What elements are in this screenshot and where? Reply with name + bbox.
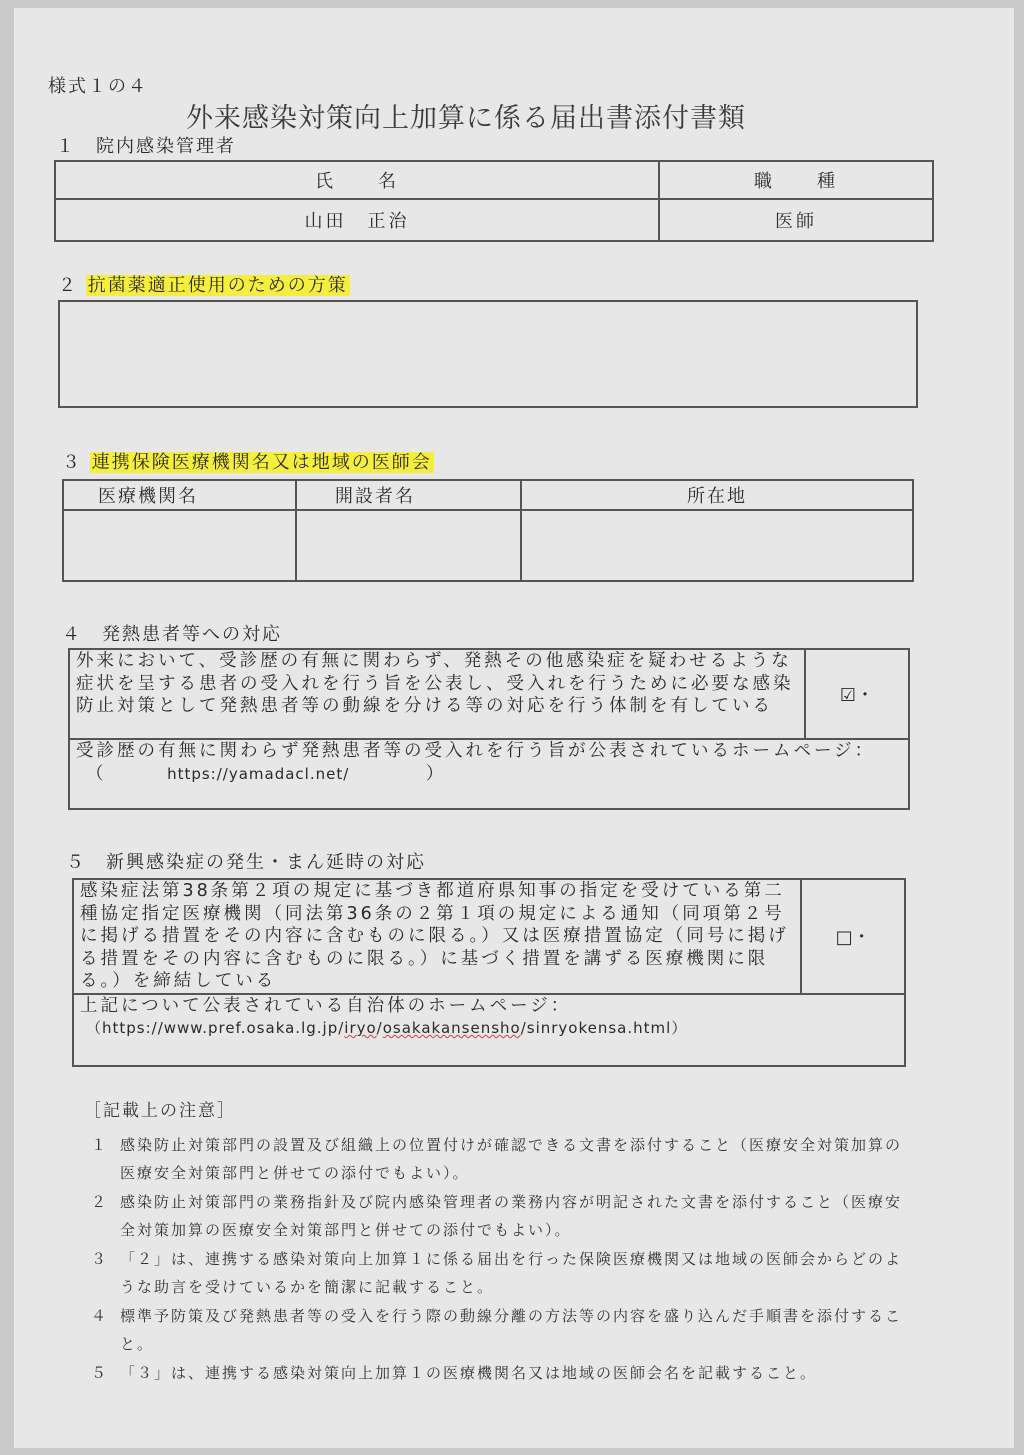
- fever-response-table: [68, 648, 910, 810]
- institution-cell[interactable]: [63, 510, 296, 581]
- header-name: 氏 名: [55, 161, 659, 199]
- form-number: 様式１の４: [48, 76, 148, 97]
- fever-hp-url[interactable]: https://yamadacl.net/: [167, 764, 350, 783]
- founder-cell[interactable]: [296, 510, 521, 581]
- municipal-hp-label: 上記について公表されている自治体のホームページ：: [80, 995, 572, 1016]
- url-part-a: （https://www.pref.osaka.lg.jp/: [86, 1019, 345, 1037]
- note-item: [84, 1188, 914, 1244]
- note-item: [84, 1359, 914, 1387]
- header-founder: 開設者名: [296, 480, 521, 510]
- url-part-d: osakakansensho: [382, 1019, 521, 1037]
- address-cell[interactable]: [521, 510, 913, 581]
- notes-heading: ［記載上の注意］: [84, 1101, 236, 1121]
- fever-response-text: 外来において、受診歴の有無に関わらず、発熱その他感染症を疑わせるような症状を呈する患者の受入れを行う旨を公表し、受入れを行うために必要な感染防止対策として発熱患者等の動線を分ける等の対応を行う体制を有している: [69, 649, 805, 739]
- fever-hp-close: ）: [425, 763, 447, 784]
- section1-heading: １ 院内感染管理者: [56, 136, 236, 157]
- note-text: 標準予防策及び発熱患者等の受入を行う際の動線分離の方法等の内容を盛り込んだ手順書を添付すること。: [120, 1307, 903, 1353]
- fever-hp-line: [76, 763, 902, 786]
- emerging-infection-checkbox[interactable]: □・: [801, 879, 905, 994]
- manager-table: [54, 160, 934, 242]
- note-number: ４: [90, 1307, 108, 1325]
- fever-hp-label: 受診歴の有無に関わらず発熱患者等の受入れを行う旨が公表されているホームページ：: [76, 741, 876, 761]
- manager-occupation[interactable]: 医師: [659, 199, 933, 241]
- section2-number: ２: [58, 275, 78, 296]
- note-item: [84, 1302, 914, 1358]
- antibiotic-policy-box[interactable]: [58, 300, 918, 408]
- manager-name[interactable]: 山田 正治: [55, 199, 659, 241]
- fever-hp-cell: [69, 739, 909, 809]
- url-part-c: /: [376, 1019, 383, 1037]
- note-item: [84, 1131, 914, 1187]
- note-number: ３: [90, 1250, 108, 1268]
- note-text: 「３」は、連携する感染対策向上加算１の医療機関名又は地域の医師会名を記載すること。: [120, 1364, 818, 1382]
- section3-heading: [62, 448, 434, 474]
- note-number: ２: [90, 1193, 108, 1211]
- header-address: 所在地: [521, 480, 913, 510]
- municipal-hp-url[interactable]: [80, 1017, 898, 1040]
- section3-number: ３: [62, 452, 82, 473]
- emerging-infection-table: [72, 878, 906, 1067]
- note-number: ５: [90, 1364, 108, 1382]
- municipal-hp-cell: [73, 994, 905, 1066]
- section3-title: 連携保険医療機関名又は地域の医師会: [91, 452, 432, 473]
- header-occupation: 職 種: [659, 161, 933, 199]
- url-part-e: /sinryokensa.html）: [520, 1019, 688, 1037]
- note-text: 感染防止対策部門の設置及び組織上の位置付けが確認できる文書を添付すること（医療安全対策加算の医療安全対策部門と併せての添付でもよい）。: [120, 1136, 903, 1182]
- note-text: 「２」は、連携する感染対策向上加算１に係る届出を行った保険医療機関又は地域の医師会からどのような助言を受けているかを簡潔に記載すること。: [120, 1250, 903, 1296]
- fever-response-checkbox[interactable]: ☑・: [805, 649, 909, 739]
- partner-institution-table: [62, 479, 914, 582]
- section2-heading: [58, 271, 350, 297]
- note-text: 感染防止対策部門の業務指針及び院内感染管理者の業務内容が明記された文書を添付すること（医療安全対策加算の医療安全対策部門と併せての添付でもよい）。: [120, 1193, 903, 1239]
- note-number: １: [90, 1136, 108, 1154]
- notes-section: [84, 1096, 914, 1388]
- section2-title: 抗菌薬適正使用のための方策: [87, 275, 348, 296]
- section4-heading: ４ 発熱患者等への対応: [62, 624, 282, 645]
- fever-hp-open: （: [86, 763, 107, 784]
- note-item: [84, 1245, 914, 1301]
- url-part-b: iryo: [344, 1019, 377, 1037]
- section5-heading: ５ 新興感染症の発生・まん延時の対応: [66, 852, 426, 873]
- header-institution: 医療機関名: [63, 480, 296, 510]
- emerging-infection-text: 感染症法第38条第２項の規定に基づき都道府県知事の指定を受けている第二種協定指定医療機関（同法第36条の２第１項の規定による通知（同項第２号に掲げる措置をその内容に含むものに限る。）又は医療措置協定（同号に掲げる措置をその内容に含むものに限る。）に基づく措置を講ずる医療機関に限る。）を締結している: [73, 879, 801, 994]
- page-title: 外来感染対策向上加算に係る届出書添付書類: [186, 103, 746, 134]
